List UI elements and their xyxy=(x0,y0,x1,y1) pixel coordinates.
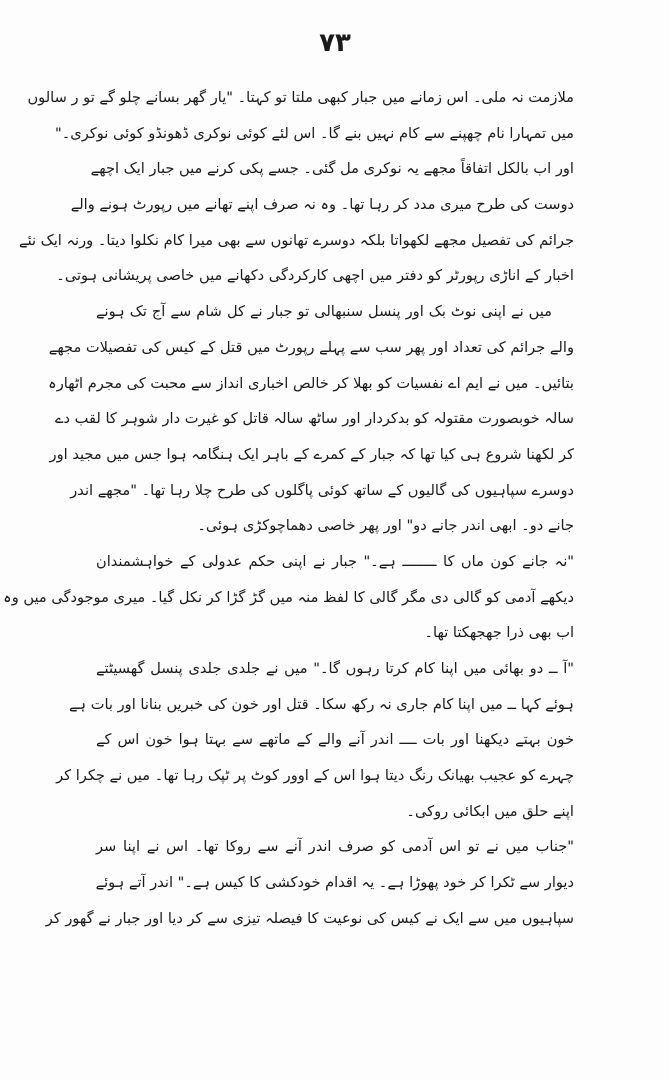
text-line: "آ ــ دو بھائی میں اپنا کام کرتا رہوں گا۔" میں نے جلدی جلدی پنسل گھسیٹتے xyxy=(96,660,574,677)
text-line: اخبار کے اناڑی رپورٹر کو دفتر میں اچھی کارکردگی دکھانے میں خاصی پریشانی ہوتی۔ xyxy=(56,267,574,285)
text-line: دیکھے آدمی کو گالی دی مگر گالی کا لفظ منہ میں گڑ گڑا کر نکل گیا۔ میری موجودگی میں وہ xyxy=(3,588,574,606)
text-line: خون بہتے دیکھنا اور بات ــــ اندر آنے والے کے ماتھے سے بہتا ہوا خون اس کے xyxy=(96,731,574,749)
text-line: دیوار سے ٹکرا کر خود پھوڑا ہے۔ یہ اقدام خودکشی کا کیس ہے۔" اندر آتے ہوئے xyxy=(95,874,574,892)
text-line: کر لکھنا شروع ہی کیا تھا کہ جبار کے کمرے کے باہر ایک ہنگامہ ہوا جس میں مجید اور xyxy=(49,445,574,463)
text-line: میں نے اپنی نوٹ بک اور پنسل سنبھالی تو جبار نے کل شام سے آج تک ہونے xyxy=(96,303,552,321)
text-line: جرائم کی تفصیل مجھے لکھواتا بلکہ دوسرے تھانوں سے بھی میرا کام نکلوا دیتا۔ ورنہ ایک نئے xyxy=(19,231,574,249)
text-line: "جناب میں نے تو اس آدمی کو صرف اندر آنے سے روکا تھا۔ اس نے اپنا سر xyxy=(96,838,574,856)
text-line: اپنے حلق میں ابکائی روکی۔ xyxy=(406,802,574,820)
text-line: ملازمت نہ ملی۔ اس زمانے میں جبار کبھی ملتا تو کہتا۔ "یار گھر بسانے چلو گے تو ر سالوں xyxy=(27,89,574,106)
text-line: اب بھی ذرا جھجھکتا تھا۔ xyxy=(424,624,574,642)
text-line: جانے دو۔ ابھی اندر جانے دو" اور پھر خاصی دھماچوکڑی ہوئی۔ xyxy=(197,517,574,535)
body-text xyxy=(3,80,574,937)
text-line: والے جرائم کی تعداد اور پھر سب سے پہلے رپورٹ میں قتل کے کیس کی تفصیلات مجھے xyxy=(48,338,574,356)
text-line: ہوئے کہا ــ میں اپنا کام جاری نہ رکھ سکا۔ قتل اور خون کی خبریں بنانا اور بات ہے xyxy=(68,695,574,713)
text-line: چہرے کو عجیب بھیانک رنگ دیتا ہوا اس کے اوور کوٹ پر ٹپک رہا تھا۔ میں نے چکرا کر xyxy=(56,767,574,785)
text-line: سالہ خوبصورت مقتولہ کو بدکردار اور ساٹھ سالہ قاتل کو غیرت دار شوہر کا لقب دے xyxy=(54,410,574,428)
text-line: دوست کی طرح میری مدد کر رہا تھا۔ وہ نہ صرف اپنے تھانے میں رپورٹ ہونے والے xyxy=(70,196,574,214)
page-number: ۷۳ xyxy=(319,28,351,58)
text-line: میں تمہارا نام چھپنے سے کام نہیں بنے گا۔ اس لئے کوئی نوکری ڈھونڈو کوئی نوکری۔" xyxy=(55,124,574,142)
text-line: سپاہیوں میں سے ایک نے کیس کی نوعیت کا فیصلہ تیزی سے کر دیا اور جبار نے گھور کر xyxy=(45,909,574,927)
text-line: بتائیں۔ میں نے ایم اے نفسیات کو بھلا کر خالص اخباری انداز سے محبت کی مجرم اٹھارہ xyxy=(48,374,574,392)
text-line: اور اب بالکل اتفاقاً مجھے یہ نوکری مل گئی۔ جسے پکی کرنے میں جبار ایک اچھے xyxy=(90,160,574,178)
text-line: "نہ جانے کون ماں کا ــــــــ ہے۔" جبار نے اپنی حکم عدولی کے خواہشمندان xyxy=(96,552,574,570)
text-line: دوسرے سپاہیوں کی گالیوں کے ساتھ کوئی پاگلوں کی طرح چلا رہا تھا۔ "مجھے اندر xyxy=(70,481,574,499)
